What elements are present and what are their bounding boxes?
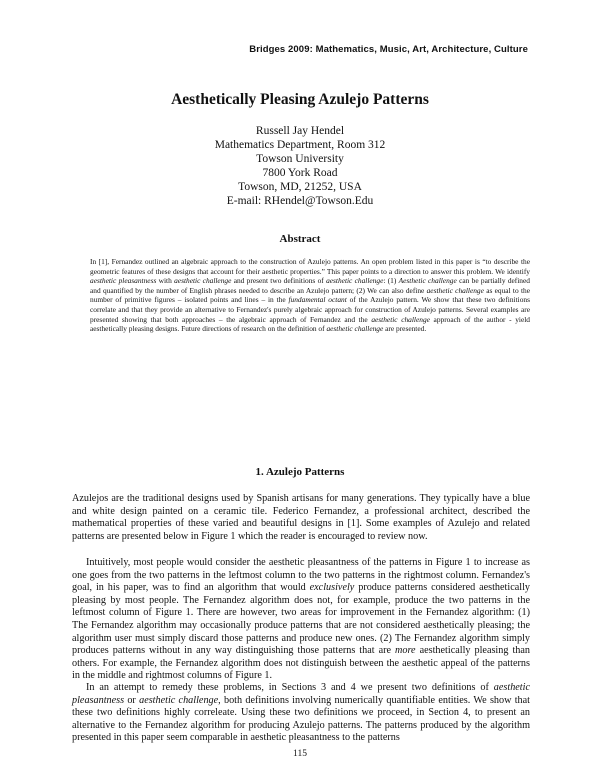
body-paragraph-3: In an attempt to remedy these problems, in Sections 3 and 4 we present two definitions of aesthetic pleasantness or aesthetic challenge, both definitions involving numerically quantifiable entities. We show that these two definitions highly correleate. Using these two definitions we proceed, in Section 4, to present an alternative to the Fernandez algorithm for producing Azulejo patterns. The patterns produced by the algorithm presented in this paper seem comparable in aesthetic pleasantness to the patterns	[72, 682, 530, 744]
running-header: Bridges 2009: Mathematics, Music, Art, Architecture, Culture	[249, 44, 528, 55]
paper-title: Aesthetically Pleasing Azulejo Patterns	[171, 91, 429, 108]
abstract-heading: Abstract	[279, 233, 321, 245]
abstract-text: In [1], Fernandez outlined an algebraic approach to the construction of Azulejo patterns. An open problem listed in this paper is “to describe the geometric features of these designs that account for their aesthetic properties.” This paper points to a direction to answer this problem. We identify aesthetic pleasantness with aesthetic challenge and present two definitions of aesthetic challenge: (1) Aesthetic challenge can be partially defined and quantified by the number of English phrases needed to describe an Azulejo pattern; (2) We can also define aesthetic challenge as equal to the number of primitive figures – isolated points and lines – in the fundamental octant of the Azulejo pattern. We show that these two definitions correlate and that they provide an alternative to Fernandez's purely algebraic approach for construction of Azulejo patterns. Several examples are presented showing that both approaches – the algebraic approach of Fernandez and the aesthetic challenge approach of the author - yield aesthetically pleasing designs. Future directions of research on the definition of aesthetic challenge are presented.	[90, 257, 530, 334]
body-paragraph-2: Intuitively, most people would consider the aesthetic pleasantness of the patterns in Figure 1 to increase as one goes from the two patterns in the leftmost column to the two patterns in the rightmost column. Fernandez's goal, in his paper, was to find an algorithm that would exclusively produce patterns considered aesthetically pleasing by most people. The Fernandez algorithm does not, for example, produce the two patterns in the leftmost column of Figure 1. There are however, two areas for improvement in the Fernandez algorithm: (1) The Fernandez algorithm may occasionally produce patterns that are not considered aesthetically pleasing; the algorithm user must simply discard those patterns and produce new ones. (2) The Fernandez algorithm simply produces patterns without in any way distinguishing those patterns that are more aesthetically pleasing than others. For example, the Fernandez algorithm does not distinguish between the aesthetic appeal of the patterns in the middle and rightmost columns of Figure 1.	[72, 557, 530, 682]
author-email: E-mail: RHendel@Towson.Edu	[226, 195, 374, 207]
section-heading: 1. Azulejo Patterns	[255, 466, 345, 478]
body-paragraph-1: Azulejos are the traditional designs used by Spanish artisans for many generations. They typically have a blue and white design painted on a ceramic tile. Federico Fernandez, a professional architect, described the mathematical properties of these varied and beautiful designs in [1]. Some examples of Azulejo and related patterns are presented below in Figure 1 which the reader is encouraged to review now.	[72, 493, 530, 542]
author-block	[0, 124, 600, 208]
author-department: Mathematics Department, Room 312	[214, 139, 386, 151]
page-number: 115	[293, 749, 307, 759]
author-city: Towson, MD, 21252, USA	[238, 181, 362, 193]
author-name: Russell Jay Hendel	[255, 125, 345, 137]
author-street: 7800 York Road	[262, 167, 338, 179]
author-university: Towson University	[256, 153, 344, 165]
